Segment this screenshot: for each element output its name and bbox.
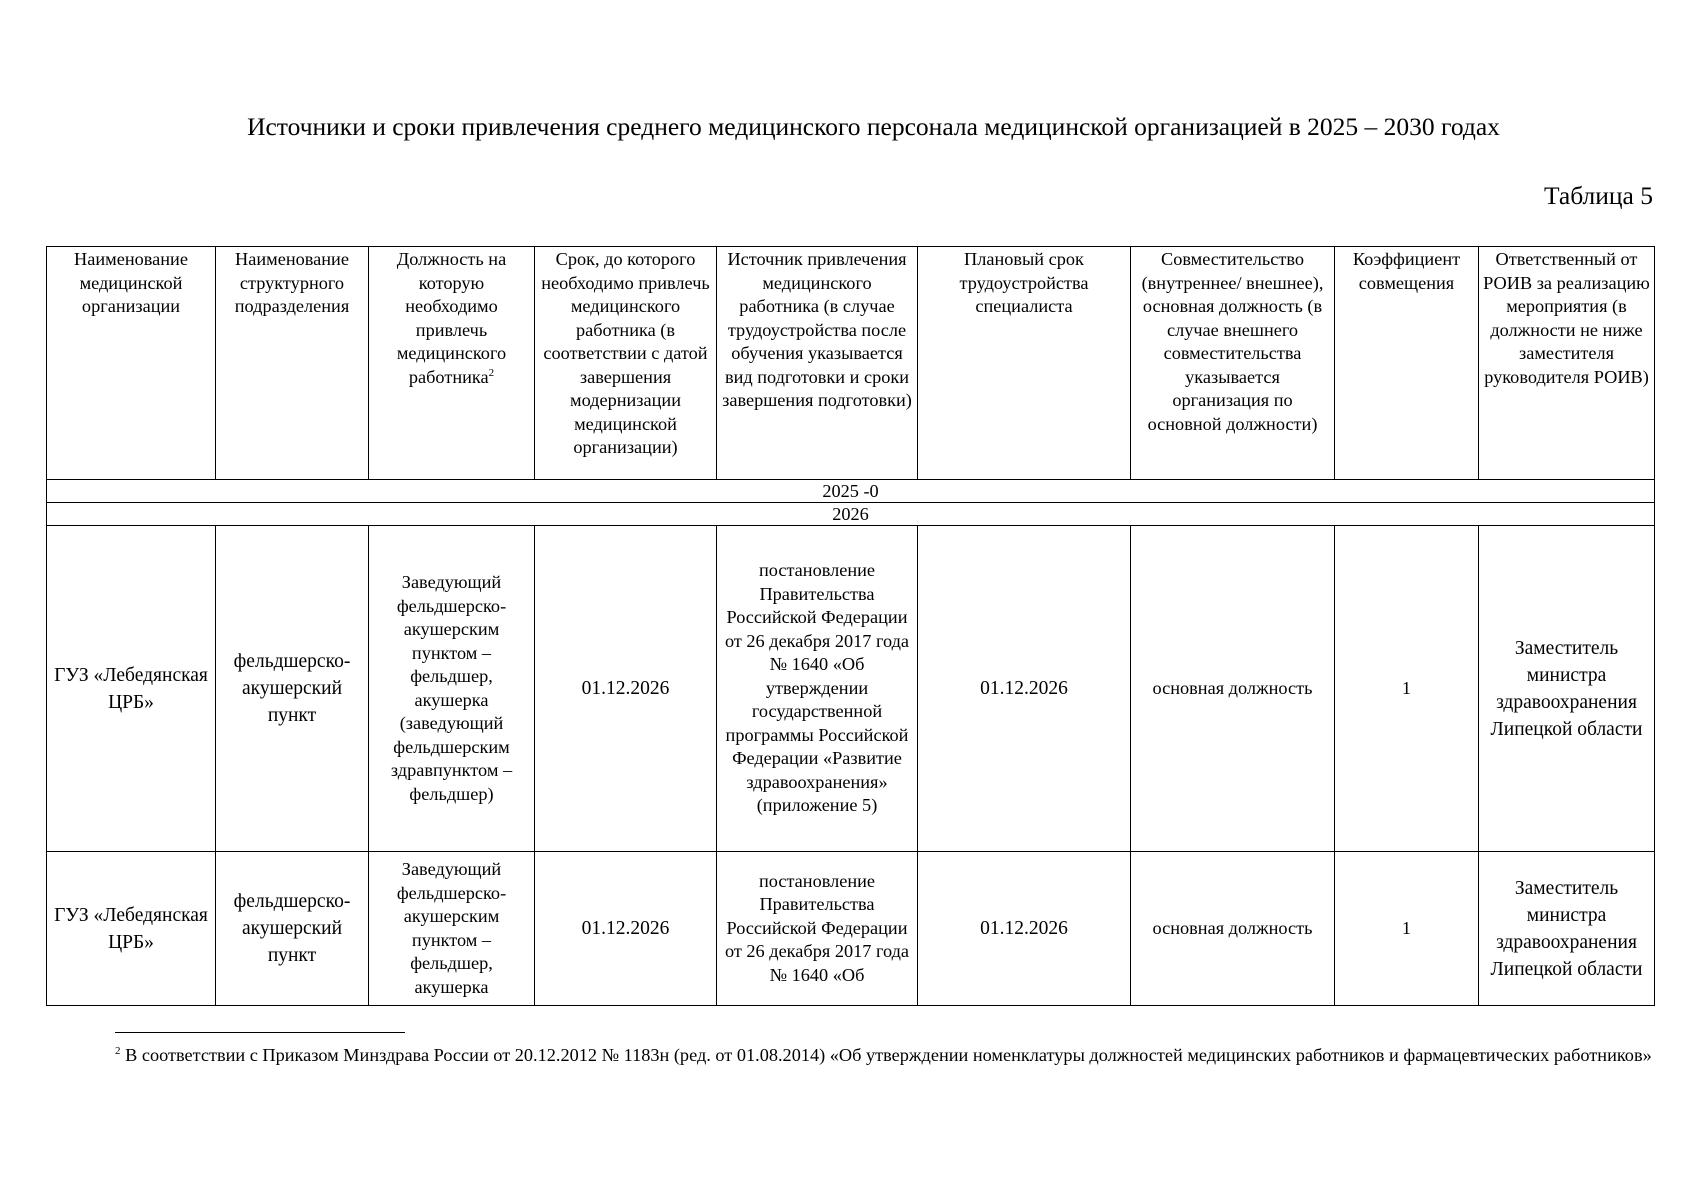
cell-coefficient: 1 [1335,852,1479,1006]
cell-source: постановление Правительства Российской Федерации от 26 декабря 2017 года № 1640 «Об утверждении государственной программы Российской Федерации «Развитие здравоохранения» (приложение 5) [717,526,918,852]
cell-deadline: 01.12.2026 [535,526,717,852]
cell-unit: фельдшерско-акушерский пункт [216,526,369,852]
table-header-row [47,247,1655,480]
cell-combination: основная должность [1131,526,1335,852]
cell-deadline: 01.12.2026 [535,852,717,1006]
year-label: 2026 [47,503,1655,526]
header-combination: Совместительство (внутреннее/ внешнее), основная должность (в случае внешнего совместительства указывается организация по основной должности) [1131,247,1335,480]
document-title: Источники и сроки привлечения среднего медицинского персонала медицинской организацией в 2025 – 2030 годах [247,112,1500,141]
cell-position: Заведующий фельдшерско-акушерским пунктом – фельдшер, акушерка (заведующий фельдшерским здравпунктом – фельдшер) [369,526,535,852]
cell-responsible: Заместитель министра здравоохранения Липецкой области [1479,526,1655,852]
header-coefficient: Коэффициент совмещения [1335,247,1479,480]
cell-combination: основная должность [1131,852,1335,1006]
cell-coefficient: 1 [1335,526,1479,852]
table-row [47,526,1655,852]
footnote-text: В соответствии с Приказом Минздрава России от 20.12.2012 № 1183н (ред. от 01.08.2014) «Об утверждении номенклатуры должностей медицинских работников и фармацевтических работников» [125,1045,1652,1065]
footnote-mark: 2 [115,1044,121,1057]
year-row [47,480,1655,503]
year-row [47,503,1655,526]
header-responsible: Ответственный от РОИВ за реализацию мероприятия (в должности не ниже заместителя руководителя РОИВ) [1479,247,1655,480]
header-unit: Наименование структурного подразделения [216,247,369,480]
header-position [369,247,535,480]
footnote-reference: 2 [488,366,495,379]
table-number: Таблица 5 [1543,181,1653,210]
cell-position: Заведующий фельдшерско-акушерским пунктом – фельдшер, акушерка [369,852,535,1006]
table-row [47,852,1655,1006]
cell-org: ГУЗ «Лебедянская ЦРБ» [47,852,216,1006]
cell-source: постановление Правительства Российской Федерации от 26 декабря 2017 года № 1640 «Об [717,852,918,1006]
header-deadline: Срок, до которого необходимо привлечь медицинского работника (в соответствии с датой завершения модернизации медицинской организации) [535,247,717,480]
staffing-table [46,246,1655,1006]
footnote-separator [115,1032,405,1033]
header-source: Источник привлечения медицинского работника (в случае трудоустройства после обучения указывается вид подготовки и сроки завершения подготовки) [717,247,918,480]
header-position-text: Должность на которую необходимо привлечь медицинского работника [396,249,507,387]
cell-org: ГУЗ «Лебедянская ЦРБ» [47,526,216,852]
header-planned: Плановый срок трудоустройства специалиста [918,247,1131,480]
cell-planned: 01.12.2026 [918,526,1131,852]
cell-unit: фельдшерско-акушерский пункт [216,852,369,1006]
header-org: Наименование медицинской организации [47,247,216,480]
footnote [115,1043,1655,1067]
year-label: 2025 -0 [47,480,1655,503]
cell-planned: 01.12.2026 [918,852,1131,1006]
cell-responsible: Заместитель министра здравоохранения Липецкой области [1479,852,1655,1006]
